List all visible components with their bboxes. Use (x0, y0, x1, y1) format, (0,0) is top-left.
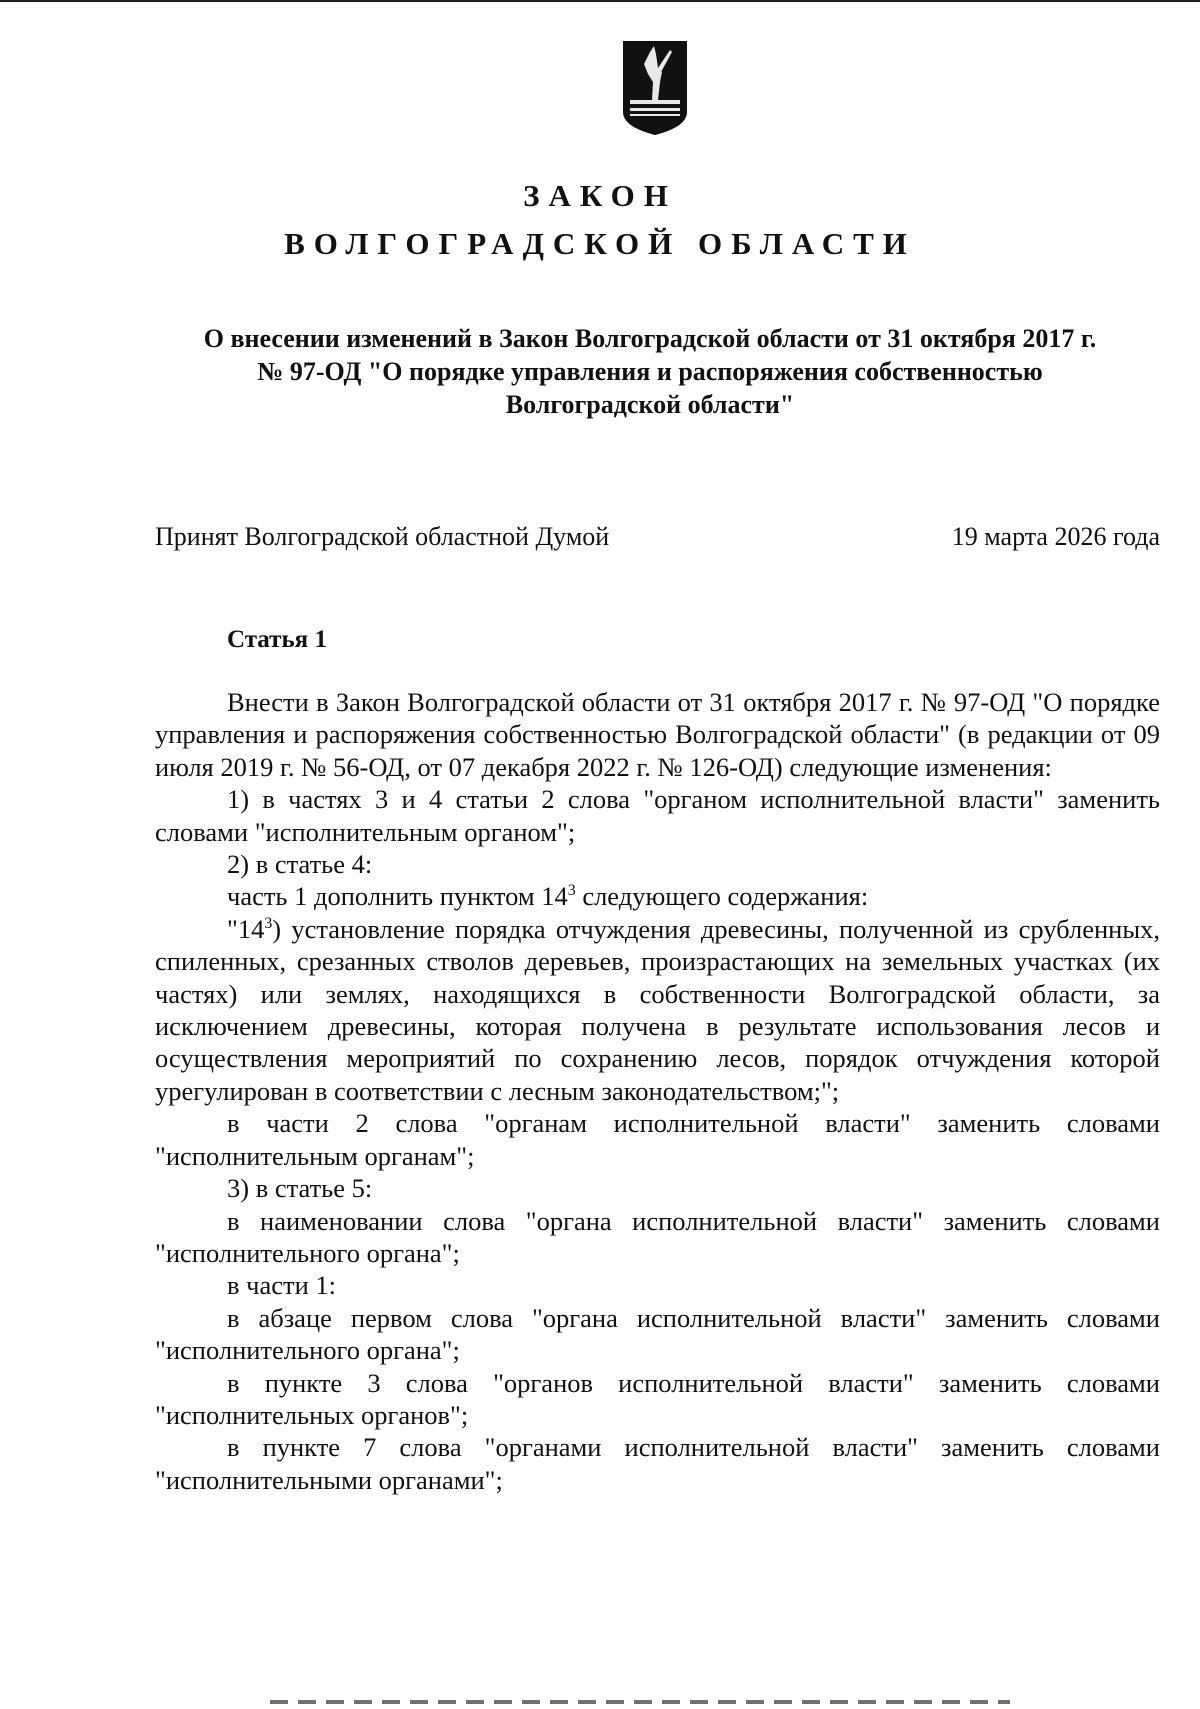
subject-line-1: О внесении изменений в Закон Волгоградской области от 31 октября 2017 г. (203, 324, 1097, 353)
subject-line-3: Волгоградской области" (505, 390, 795, 419)
scan-edge-top (0, 0, 1200, 2)
scan-artifact-bottom (270, 1700, 1010, 1704)
item-1: 1) в частях 3 и 4 статьи 2 слова "органом исполнительной власти" заменить словами "исполнительным органом"; (155, 784, 1160, 847)
item-3-part-1: в части 1: (227, 1270, 336, 1301)
item-3-paragraph-1: в абзаце первом слова "органа исполнительной власти" заменить словами "исполнительного органа"; (155, 1302, 1160, 1366)
law-region: ВОЛГОГРАДСКОЙ ОБЛАСТИ (284, 226, 916, 261)
adoption-row (155, 522, 1160, 552)
article-heading: Статья 1 (227, 626, 327, 653)
adopted-by: Принят Волгоградской областной Думой (155, 522, 610, 551)
coat-of-arms-icon (620, 38, 690, 136)
item-2: 2) в статье 4: (227, 849, 373, 880)
item-3-point-7: в пункте 7 слова "органами исполнительной власти" заменить словами "исполнительными органами"; (155, 1432, 1160, 1495)
item-3-name: в наименовании слова "органа исполнительной власти" заменить словами "исполнительного органа"; (155, 1205, 1160, 1268)
item-3-point-3: в пункте 3 слова "органов исполнительной власти" заменить словами "исполнительных органов"; (155, 1367, 1160, 1430)
law-subject (140, 322, 1160, 421)
law-title: ЗАКОН (523, 178, 677, 213)
item-2-part-2: в части 2 слова "органам исполнительной власти" заменить словами "исполнительным органам"; (155, 1108, 1160, 1171)
adoption-date: 19 марта 2026 года (951, 522, 1160, 551)
article-body (155, 686, 1160, 1496)
article-intro: Внести в Закон Волгоградской области от 31 октября 2017 г. № 97-ОД "О порядке управления и распоряжения собственностью Волгоградской области" (в редакции от 09 июля 2019 г. № 56-ОД, от 07 декабря 2022 г. № 126-ОД) следующие изменения: (155, 687, 1160, 782)
item-2-part-1: часть 1 дополнить пунктом $14^3$ следующего содержания: (227, 881, 869, 912)
subject-line-2: № 97-ОД "О порядке управления и распоряжения собственностью (257, 357, 1043, 386)
item-3: 3) в статье 5: (227, 1173, 373, 1204)
item-2-quote: "$14^3$) установление порядка отчуждения древесины, полученной из срубленных, спиленных, срезанных стволов деревьев, произрастающих на земельных участках (их частях) или землях, находящихся в собственности Волгоградской области, за исключением древесины, которая получена в результате использования лесов и осуществления мероприятий по сохранению лесов, порядок отчуждения которой урегулирован в соответствии с лесным законодательством;"; (155, 913, 1160, 1106)
